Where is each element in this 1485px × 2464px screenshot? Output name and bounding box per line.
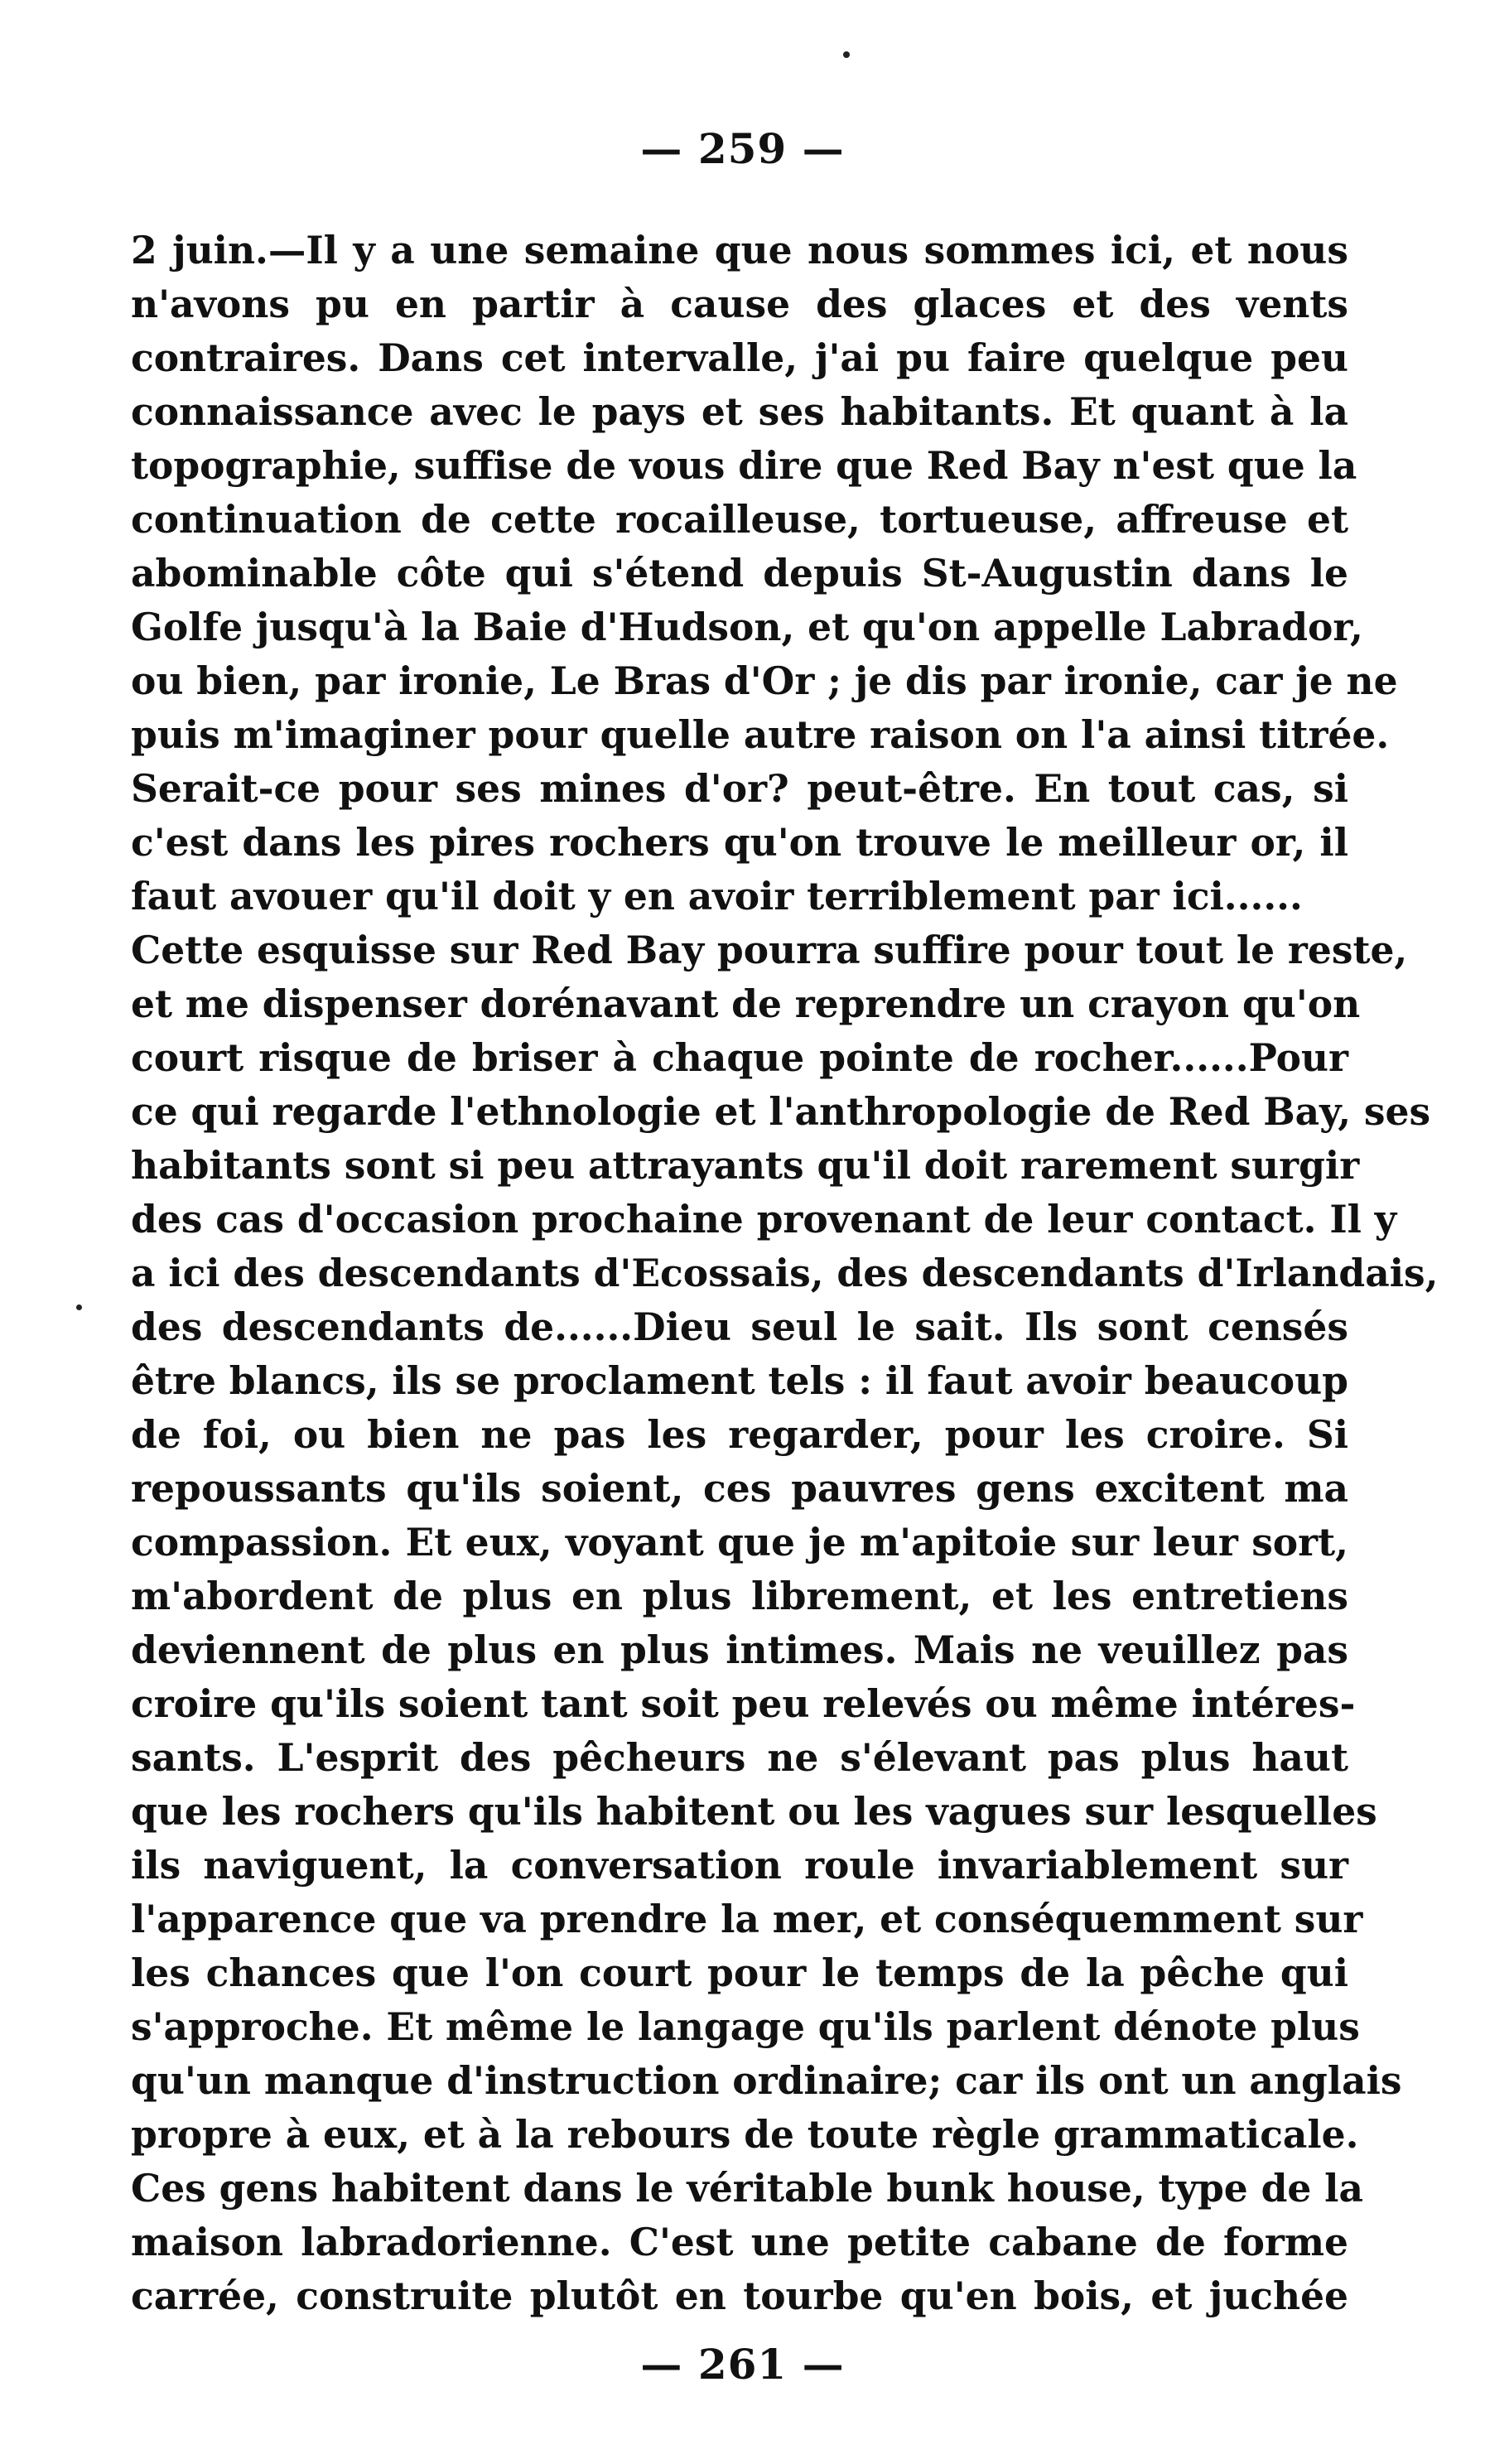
- text-line: ou bien, par ironie, Le Bras d'Or ; je dis par ironie, car je ne: [131, 658, 1398, 703]
- text-line: c'est dans les pires rochers qu'on trouve le meilleur or, il: [131, 820, 1348, 865]
- text-line: carrée, construite plutôt en tourbe qu'en bois, et juchée: [131, 2274, 1348, 2318]
- page-number: — 259 —: [640, 124, 845, 173]
- text-line: deviennent de plus en plus intimes. Mais ne veuillez pas: [131, 1627, 1348, 1672]
- text-line: abominable côte qui s'étend depuis St-Augustin dans le: [131, 551, 1348, 596]
- text-line: contraires. Dans cet intervalle, j'ai pu faire quelque peu: [131, 335, 1348, 380]
- text-line: maison labradorienne. C'est une petite cabane de forme: [131, 2220, 1348, 2264]
- text-line: des cas d'occasion prochaine provenant de leur contact. Il y: [131, 1197, 1397, 1242]
- text-line: a ici des descendants d'Ecossais, des descendants d'Irlandais,: [131, 1251, 1439, 1295]
- text-line: croire qu'ils soient tant soit peu relevés ou même intéres-: [131, 1681, 1356, 1726]
- print-speck: [843, 51, 850, 58]
- text-line: Golfe jusqu'à la Baie d'Hudson, et qu'on appelle Labrador,: [131, 605, 1363, 649]
- text-line: topographie, suffise de vous dire que Red Bay n'est que la: [131, 443, 1357, 488]
- text-line: habitants sont si peu attrayants qu'il doit rarement surgir: [131, 1143, 1360, 1188]
- text-line: être blancs, ils se proclament tels : il faut avoir beaucoup: [131, 1358, 1348, 1403]
- text-line: repoussants qu'ils soient, ces pauvres gens excitent ma: [131, 1466, 1348, 1511]
- text-line: ce qui regarde l'ethnologie et l'anthropologie de Red Bay, ses: [131, 1089, 1431, 1134]
- text-line: continuation de cette rocailleuse, tortueuse, affreuse et: [131, 497, 1348, 542]
- text-line: des descendants de......Dieu seul le sait. Ils sont censés: [131, 1304, 1348, 1349]
- text-line: connaissance avec le pays et ses habitants. Et quant à la: [131, 389, 1348, 434]
- text-line: puis m'imaginer pour quelle autre raison on l'a ainsi titrée.: [131, 712, 1390, 757]
- text-line: s'approche. Et même le langage qu'ils parlent dénote plus: [131, 2004, 1360, 2049]
- text-line: propre à eux, et à la rebours de toute règle grammaticale.: [131, 2112, 1359, 2157]
- text-line: de foi, ou bien ne pas les regarder, pour les croire. Si: [131, 1412, 1348, 1457]
- text-line: m'abordent de plus en plus librement, et les entretiens: [131, 1574, 1348, 1618]
- text-line: Ces gens habitent dans le véritable bunk house, type de la: [131, 2166, 1363, 2211]
- text-line: ils naviguent, la conversation roule invariablement sur: [131, 1843, 1348, 1888]
- signature-number: — 261 —: [640, 2340, 845, 2389]
- text-line: sants. L'esprit des pêcheurs ne s'élevant pas plus haut: [131, 1735, 1348, 1780]
- body-paragraph: [131, 224, 1439, 2323]
- text-line: les chances que l'on court pour le temps de la pêche qui: [131, 1950, 1348, 1995]
- text-line: Serait-ce pour ses mines d'or? peut-être. En tout cas, si: [131, 766, 1348, 811]
- text-line: 2 juin.—Il y a une semaine que nous sommes ici, et nous: [131, 228, 1348, 272]
- text-line: faut avouer qu'il doit y en avoir terriblement par ici......: [131, 874, 1303, 919]
- text-line: compassion. Et eux, voyant que je m'apitoie sur leur sort,: [131, 1520, 1348, 1565]
- text-line: l'apparence que va prendre la mer, et conséquemment sur: [131, 1897, 1363, 1941]
- print-speck: [76, 1304, 82, 1310]
- text-line: Cette esquisse sur Red Bay pourra suffire pour tout le reste,: [131, 928, 1408, 972]
- text-line: qu'un manque d'instruction ordinaire; car ils ont un anglais: [131, 2058, 1402, 2103]
- text-line: et me dispenser dorénavant de reprendre un crayon qu'on: [131, 981, 1361, 1026]
- text-line: que les rochers qu'ils habitent ou les vagues sur lesquelles: [131, 1789, 1377, 1834]
- text-line: n'avons pu en partir à cause des glaces et des vents: [131, 282, 1348, 326]
- text-line: court risque de briser à chaque pointe de rocher......Pour: [131, 1035, 1348, 1080]
